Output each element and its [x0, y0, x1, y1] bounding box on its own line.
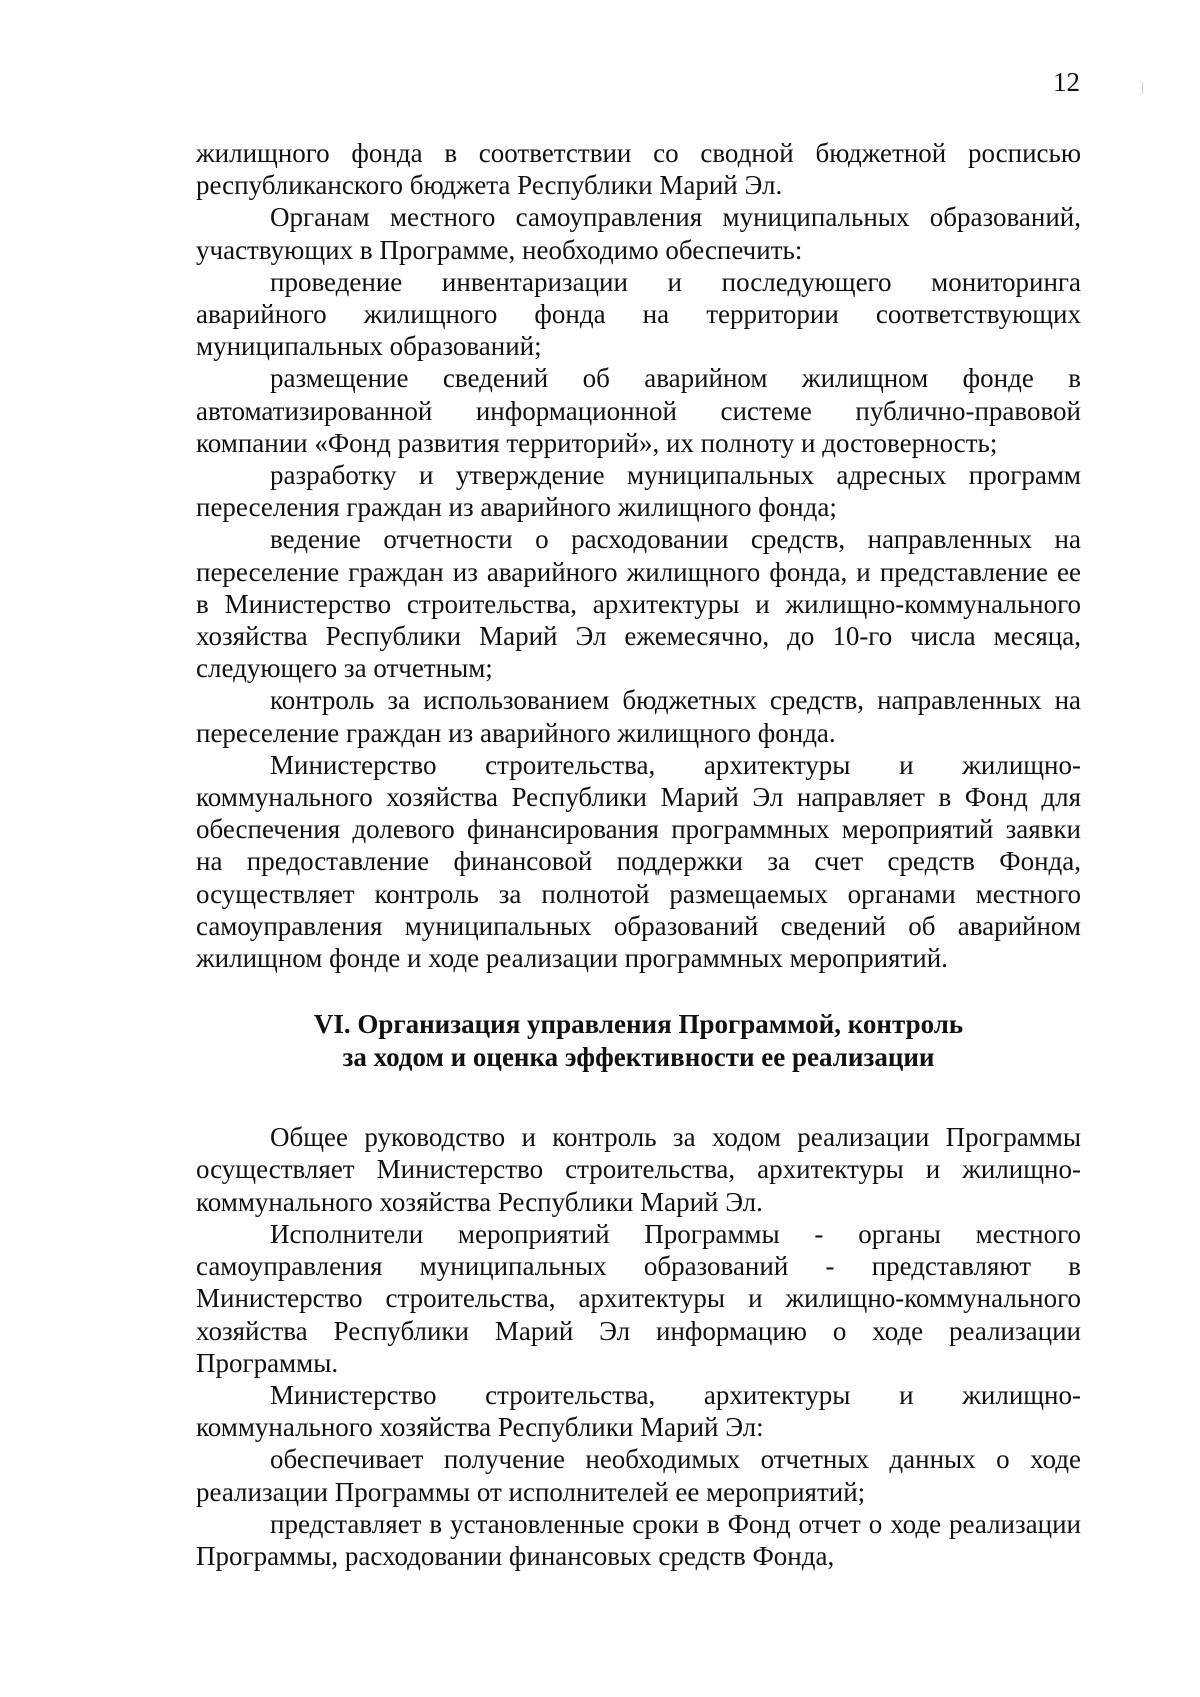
paragraph: обеспечивает получение необходимых отчетных данных о ходе реализации Программы от исполнителей ее мероприятий;: [196, 1444, 1081, 1507]
page-number: 12: [1053, 67, 1080, 97]
document-body: [196, 137, 1081, 1572]
paragraph: представляет в установленные сроки в Фонд отчет о ходе реализации Программы, расходовании финансовых средств Фонда,: [196, 1508, 1081, 1571]
paragraph: контроль за использованием бюджетных средств, направленных на переселение граждан из аварийного жилищного фонда.: [196, 685, 1081, 748]
paragraph: размещение сведений об аварийном жилищном фонде в автоматизированной информационной системе публично-правовой компании «Фонд развития территорий», их полноту и достоверность;: [196, 363, 1081, 458]
paragraph: Органам местного самоуправления муниципальных образований, участвующих в Программе, необходимо обеспечить:: [196, 202, 1081, 265]
section-heading: [196, 1008, 1081, 1074]
paragraph: Министерство строительства, архитектуры и жилищно-коммунального хозяйства Республики Марий Эл направляет в Фонд для обеспечения долевого финансирования программных мероприятий заявки на предоставление финансовой поддержки за счет средств Фонда, осуществляет контроль за полнотой размещаемых органами местного самоуправления муниципальных образований сведений об аварийном жилищном фонде и ходе реализации программных мероприятий.: [196, 749, 1081, 974]
paragraph: жилищного фонда в соответствии со сводной бюджетной росписью республиканского бюджета Республики Марий Эл.: [196, 138, 1081, 201]
paragraph: Министерство строительства, архитектуры и жилищно-коммунального хозяйства Республики Марий Эл:: [196, 1379, 1081, 1443]
paragraph: разработку и утверждение муниципальных адресных программ переселения граждан из аварийного жилищного фонда;: [196, 460, 1081, 523]
paragraph: Общее руководство и контроль за ходом реализации Программы осуществляет Министерство строительства, архитектуры и жилищно-коммунального хозяйства Республики Марий Эл.: [196, 1122, 1081, 1217]
paragraph: проведение инвентаризации и последующего мониторинга аварийного жилищного фонда на территории соответствующих муниципальных образований;: [196, 266, 1081, 362]
paragraph: ведение отчетности о расходовании средств, направленных на переселение граждан из аварийного жилищного фонда, и представление ее в Министерство строительства, архитектуры и жилищно-коммунального хозяйства Республики Марий Эл ежемесячно, до 10-го числа месяца, следующего за отчетным;: [196, 524, 1081, 684]
paragraph: Исполнители мероприятий Программы - органы местного самоуправления муниципальных образований - представляют в Министерство строительства, архитектуры и жилищно-коммунального хозяйства Республики Марий Эл информацию о ходе реализации Программы.: [196, 1218, 1081, 1378]
section-heading-line-2: за ходом и оценка эффективности ее реализации: [342, 1042, 935, 1073]
section-heading-line-1: VI. Организация управления Программой, контроль: [313, 1009, 964, 1040]
scan-margin-mark: [1142, 82, 1143, 94]
section-vi-text: [196, 1121, 1081, 1572]
section-v-text: [196, 137, 1081, 974]
